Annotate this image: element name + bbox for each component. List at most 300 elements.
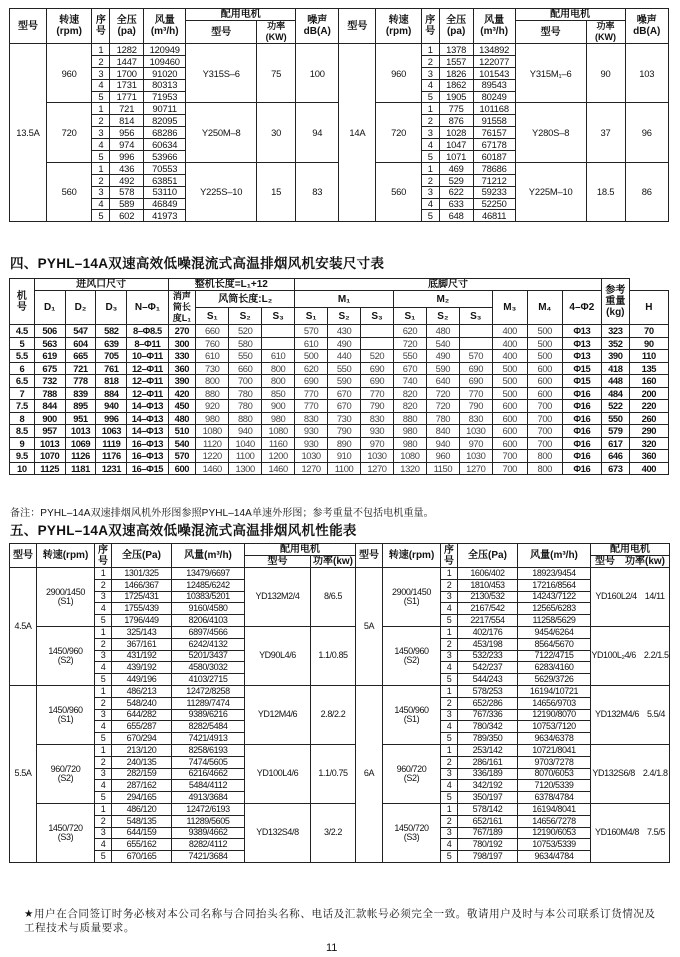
table-cell: 4 <box>92 139 110 151</box>
table-cell: 790 <box>459 400 492 413</box>
table-cell: 974 <box>110 139 144 151</box>
table-cell: 830 <box>361 412 394 425</box>
table-cell: 580 <box>229 337 262 350</box>
table-cell: 604 <box>65 337 96 350</box>
table-cell: 2 <box>441 697 458 709</box>
table-cell: 1030 <box>459 450 492 463</box>
table-cell: 1270 <box>361 462 394 475</box>
table-cell: 5 <box>92 151 110 163</box>
table-cell: 788 <box>34 387 65 400</box>
table-cell: 830 <box>459 412 492 425</box>
table-cell: 290 <box>629 425 668 438</box>
table-cell: 700 <box>492 462 527 475</box>
table-row <box>10 685 670 697</box>
model-cell: 5.5A <box>10 685 37 862</box>
table-cell: 910 <box>328 450 361 463</box>
table-cell: 930 <box>295 425 328 438</box>
table-cell: 940 <box>96 400 127 413</box>
header-no: 序 号 <box>421 9 439 44</box>
table-cell: 602 <box>110 210 144 222</box>
table-cell: 7.5 <box>10 400 35 413</box>
power-cell: 1.1/0.85 <box>311 626 356 685</box>
table-cell: 1 <box>421 162 439 174</box>
table-cell: 1755/439 <box>112 603 172 615</box>
table-cell: 91020 <box>144 67 186 79</box>
power-cell: 7.5/5 <box>646 827 665 838</box>
table-cell: 440 <box>328 350 361 363</box>
table-cell: 1796/449 <box>112 615 172 627</box>
table-cell: 660 <box>229 362 262 375</box>
table-cell: 780 <box>229 400 262 413</box>
table-cell: 780 <box>229 387 262 400</box>
table-cell: 10753/7120 <box>518 721 591 733</box>
model-cell: 14A <box>339 44 376 222</box>
table-cell: 652/286 <box>458 697 518 709</box>
table-cell: 12–Φ11 <box>127 387 168 400</box>
table-cell: 1460 <box>196 462 229 475</box>
table-cell: 449/196 <box>112 674 172 686</box>
table-cell: 619 <box>34 350 65 363</box>
table-cell: 448 <box>601 375 629 388</box>
table-row <box>10 803 670 815</box>
table-cell: 490 <box>426 350 459 363</box>
table-cell: 2 <box>92 115 110 127</box>
motor-model-cell: YD100L₂4/6 <box>591 650 636 661</box>
table-cell: 850 <box>262 387 295 400</box>
model-cell: 4.5A <box>10 568 37 686</box>
motor-model-cell: YD160M4/8 <box>595 827 639 838</box>
table-cell: 700 <box>492 450 527 463</box>
table-cell: 780 <box>426 412 459 425</box>
table-cell: 652/161 <box>458 815 518 827</box>
table-cell: 895 <box>65 400 96 413</box>
table-cell: 12472/6193 <box>172 803 245 815</box>
power-cell: 2.4/1.8 <box>642 768 668 779</box>
table-cell: 761 <box>96 362 127 375</box>
header-s2: S₂ <box>229 308 262 325</box>
table-cell: 9634/6378 <box>518 733 591 745</box>
table-cell: 270 <box>168 325 196 338</box>
table-cell: 550 <box>601 412 629 425</box>
table-cell: 4 <box>441 662 458 674</box>
table-cell: 9454/6264 <box>518 626 591 638</box>
table-cell: 2 <box>441 579 458 591</box>
table-cell: 10–Φ11 <box>127 350 168 363</box>
table-cell: 46849 <box>144 198 186 210</box>
table-cell: 8206/4103 <box>172 615 245 627</box>
table-row <box>10 412 669 425</box>
header-m3: M₃ <box>492 291 527 325</box>
motor-model-cell: Y315S–6 <box>186 44 257 103</box>
table-row <box>10 626 670 638</box>
table-cell: 14–Φ13 <box>127 400 168 413</box>
table-cell: 1120 <box>196 437 229 450</box>
table-cell: 1 <box>95 685 112 697</box>
table-cell: 1125 <box>34 462 65 475</box>
table-cell: 622 <box>439 186 473 198</box>
table-cell: 880 <box>229 412 262 425</box>
table-cell: 5 <box>95 674 112 686</box>
table-cell: 4913/3684 <box>172 792 245 804</box>
table-cell: 570 <box>295 325 328 338</box>
table-cell: 673 <box>601 462 629 475</box>
table-cell: 7421/3684 <box>172 851 245 863</box>
table-cell: 8282/4112 <box>172 839 245 851</box>
table-cell: 880 <box>196 387 229 400</box>
table-cell: 800 <box>262 375 295 388</box>
table-cell: 780/192 <box>458 839 518 851</box>
table-cell: 4 <box>95 721 112 733</box>
table-cell: 4 <box>441 603 458 615</box>
table-cell: 790 <box>328 425 361 438</box>
header-m4: M₄ <box>527 291 562 325</box>
table-cell: 360 <box>168 362 196 375</box>
table-cell: 1460 <box>262 462 295 475</box>
table-cell: 700 <box>527 412 562 425</box>
table-cell: 1 <box>441 626 458 638</box>
table-cell <box>262 325 295 338</box>
table-cell: 940 <box>229 425 262 438</box>
table-cell: Φ16 <box>562 462 601 475</box>
table-cell: 548/135 <box>112 815 172 827</box>
table-cell: 767/189 <box>458 827 518 839</box>
header-flow: 风量 (m³/h) <box>144 9 186 44</box>
table-row <box>10 400 669 413</box>
table-cell: 2 <box>441 756 458 768</box>
header-flow: 风量(m³/h) <box>518 544 591 568</box>
table-cell: 500 <box>527 337 562 350</box>
table-cell: 4 <box>421 79 439 91</box>
table-cell: 1220 <box>196 450 229 463</box>
table-cell: 3 <box>92 127 110 139</box>
table-cell: 213/120 <box>112 744 172 756</box>
header-d2: D₂ <box>65 291 96 325</box>
table-cell: 5 <box>95 615 112 627</box>
table-cell: 6 <box>10 362 35 375</box>
speed-cell: 1450/960 (S2) <box>37 626 95 685</box>
table-cell: 1300 <box>229 462 262 475</box>
header-d3: D₃ <box>96 291 127 325</box>
table-cell: 1070 <box>34 450 65 463</box>
speed-cell: 1450/720 (S3) <box>383 803 441 862</box>
header-holes: N–Φ₁ <box>127 291 168 325</box>
table-row <box>10 544 670 556</box>
table-cell: 960 <box>426 450 459 463</box>
header-s1: S₁ <box>393 308 426 325</box>
table-cell: 800 <box>196 375 229 388</box>
table-cell: 818 <box>96 375 127 388</box>
table-cell: 620 <box>393 325 426 338</box>
table-cell: 101168 <box>473 103 515 115</box>
table-cell: 3 <box>421 186 439 198</box>
header-no: 序 号 <box>95 544 112 568</box>
table-cell: 690 <box>361 375 394 388</box>
table-cell: 71953 <box>144 91 186 103</box>
table-cell: 2 <box>95 815 112 827</box>
table-cell: 500 <box>295 350 328 363</box>
table-cell: 3 <box>441 709 458 721</box>
table-cell: 7 <box>10 387 35 400</box>
noise-cell: 86 <box>625 162 668 221</box>
table-cell: 4 <box>95 603 112 615</box>
header-motor-model: 型号 <box>515 21 586 44</box>
table-cell: 16194/10721 <box>518 685 591 697</box>
header-s3: S₃ <box>361 308 394 325</box>
table-cell: 1 <box>95 803 112 815</box>
header-power: 功率(kw) <box>625 556 665 567</box>
table-cell: 300 <box>168 337 196 350</box>
table-cell: 4 <box>441 721 458 733</box>
power-cell: 1.1/0.75 <box>311 744 356 803</box>
table-cell: 1126 <box>65 450 96 463</box>
table-cell: 5201/3437 <box>172 650 245 662</box>
table-cell: 500 <box>492 387 527 400</box>
power-cell: 8/6.5 <box>311 568 356 627</box>
motor-model-cell: Y225S–10 <box>186 162 257 221</box>
table-cell: 770 <box>361 387 394 400</box>
table-cell: 400 <box>492 350 527 363</box>
noise-cell: 103 <box>625 44 668 103</box>
table-cell: 700 <box>527 437 562 450</box>
motor-model-cell: YD100L4/6 <box>245 744 311 803</box>
table-cell: 110 <box>629 350 668 363</box>
table-cell: 670 <box>328 400 361 413</box>
table-cell: 640 <box>426 375 459 388</box>
table-cell: 71212 <box>473 174 515 186</box>
power-cell: 15 <box>257 162 296 221</box>
header-weight: 参考 重量 (kg) <box>601 279 629 325</box>
speed-cell: 1450/960 (S1) <box>383 685 441 744</box>
table-cell: 660 <box>196 325 229 338</box>
page-number: 11 <box>326 942 338 954</box>
table-cell: 1 <box>92 44 110 56</box>
table-cell: 8 <box>10 412 35 425</box>
table-cell: 3 <box>441 827 458 839</box>
table-cell: 352 <box>601 337 629 350</box>
table-cell: 1557 <box>439 55 473 67</box>
table-cell: 1447 <box>110 55 144 67</box>
table-cell: 648 <box>439 210 473 222</box>
table-cell: 253/142 <box>458 744 518 756</box>
table-cell: 6283/4160 <box>518 662 591 674</box>
header-noise: 噪声 dB(A) <box>296 9 339 44</box>
table-row <box>10 744 670 756</box>
table-cell: 439/192 <box>112 662 172 674</box>
table-cell: 876 <box>439 115 473 127</box>
table-cell: 600 <box>527 387 562 400</box>
table-cell: 5 <box>441 733 458 745</box>
table-cell: 12565/6283 <box>518 603 591 615</box>
speed-cell: 2900/1450 (S1) <box>37 568 95 627</box>
table-cell: 4 <box>441 839 458 851</box>
table-cell: 980 <box>196 412 229 425</box>
table-cell: 2 <box>421 55 439 67</box>
header-s2: S₂ <box>426 308 459 325</box>
table-cell: Φ13 <box>562 337 601 350</box>
table-cell: 970 <box>459 437 492 450</box>
table-cell: 610 <box>196 350 229 363</box>
table-cell: 690 <box>295 375 328 388</box>
table-cell <box>361 337 394 350</box>
table-cell: 6.5 <box>10 375 35 388</box>
table-cell: 3 <box>95 709 112 721</box>
table-cell: 1080 <box>262 425 295 438</box>
speed-cell: 960 <box>376 44 421 103</box>
table-cell: 1 <box>441 803 458 815</box>
table-cell: 780/342 <box>458 721 518 733</box>
table-cell <box>361 325 394 338</box>
header-no: 序 号 <box>441 544 458 568</box>
table-cell: 520 <box>229 325 262 338</box>
header-muffler-len: 消声 筒长 度L₁ <box>168 291 196 325</box>
table-cell: 800 <box>527 450 562 463</box>
table-cell: 1270 <box>295 462 328 475</box>
header-model: 型号 <box>356 544 383 568</box>
table-cell: 705 <box>96 350 127 363</box>
table-cell: 367/161 <box>112 638 172 650</box>
table-cell: 480 <box>168 412 196 425</box>
table-row <box>10 362 669 375</box>
header-s1: S₁ <box>196 308 229 325</box>
power-cell: 30 <box>257 103 296 162</box>
speed-cell: 560 <box>46 162 91 221</box>
table-cell: 5 <box>441 615 458 627</box>
table-cell: 500 <box>492 362 527 375</box>
table-cell: 529 <box>439 174 473 186</box>
table-cell: 956 <box>110 127 144 139</box>
table-cell: 89543 <box>473 79 515 91</box>
table-cell: 1028 <box>439 127 473 139</box>
table-cell: 9389/4662 <box>172 827 245 839</box>
table-cell: 740 <box>393 375 426 388</box>
table-cell: 390 <box>168 375 196 388</box>
table-cell: 617 <box>601 437 629 450</box>
table-cell: 920 <box>196 400 229 413</box>
table-cell: 287/162 <box>112 780 172 792</box>
table-cell: Φ15 <box>562 375 601 388</box>
table-cell: 14–Φ13 <box>127 425 168 438</box>
model-cell: 6A <box>356 685 383 862</box>
table-cell: 480 <box>426 325 459 338</box>
table-row <box>10 375 669 388</box>
motor-power-cell <box>591 626 670 685</box>
table-cell: 840 <box>426 425 459 438</box>
power-cell: 3/2.2 <box>311 803 356 862</box>
table-cell: 1063 <box>96 425 127 438</box>
table-cell: 1 <box>441 685 458 697</box>
table-cell: 240/135 <box>112 756 172 768</box>
table-cell: 18923/9454 <box>518 568 591 580</box>
table-cell: 1 <box>421 44 439 56</box>
power-cell: 18.5 <box>586 162 625 221</box>
table-cell: 730 <box>196 362 229 375</box>
table-cell: 4 <box>441 780 458 792</box>
table-cell: 789/350 <box>458 733 518 745</box>
table-cell: 12–Φ11 <box>127 362 168 375</box>
table-cell: Φ16 <box>562 450 601 463</box>
table-cell: 101543 <box>473 67 515 79</box>
motor-model-cell: YD90L4/6 <box>245 626 311 685</box>
table-cell: 550 <box>328 362 361 375</box>
table-cell: 570 <box>459 350 492 363</box>
table-cell: 490 <box>328 337 361 350</box>
table-cell: 10753/5339 <box>518 839 591 851</box>
table-cell: 282/159 <box>112 768 172 780</box>
table-cell: 5 <box>92 210 110 222</box>
table-cell: 2 <box>92 174 110 186</box>
table-cell: 1150 <box>426 462 459 475</box>
table-cell: 1270 <box>459 462 492 475</box>
table-cell: 670/165 <box>112 851 172 863</box>
header-motor-model: 型号 <box>245 556 311 568</box>
table-cell: 1301/325 <box>112 568 172 580</box>
dual-speed-performance-table <box>9 543 670 863</box>
table-cell: 82095 <box>144 115 186 127</box>
table-row <box>10 387 669 400</box>
table-cell: 930 <box>361 425 394 438</box>
table-cell: 60187 <box>473 151 515 163</box>
table-cell: 563 <box>34 337 65 350</box>
table-cell: 544/243 <box>458 674 518 686</box>
table-cell: 578/253 <box>458 685 518 697</box>
table-cell: 644/282 <box>112 709 172 721</box>
table-cell: 486/213 <box>112 685 172 697</box>
table-cell: 4 <box>95 839 112 851</box>
table-cell: 160 <box>629 375 668 388</box>
table-cell: 600 <box>168 462 196 475</box>
speed-cell: 560 <box>376 162 421 221</box>
table-cell: 1069 <box>65 437 96 450</box>
table-cell: 11258/5629 <box>518 615 591 627</box>
table-cell: 1731 <box>110 79 144 91</box>
table-cell: 53110 <box>144 186 186 198</box>
table-cell: 70553 <box>144 162 186 174</box>
table-cell: 1466/367 <box>112 579 172 591</box>
header-phi2: 4–Φ2 <box>562 291 601 325</box>
table-cell: 940 <box>426 437 459 450</box>
table-cell: 80313 <box>144 79 186 91</box>
table-cell: 510 <box>168 425 196 438</box>
table-cell: 220 <box>629 400 668 413</box>
table-cell: 5484/4112 <box>172 780 245 792</box>
table-cell: Φ13 <box>562 325 601 338</box>
speed-cell: 960 <box>46 44 91 103</box>
table-cell: 980 <box>393 437 426 450</box>
header-s3: S₃ <box>459 308 492 325</box>
table-cell: 3 <box>441 768 458 780</box>
table-cell <box>459 325 492 338</box>
noise-cell: 94 <box>296 103 339 162</box>
table-cell: 486/120 <box>112 803 172 815</box>
table-cell: 3 <box>421 127 439 139</box>
table-cell: 430 <box>328 325 361 338</box>
table-cell: 600 <box>492 412 527 425</box>
table-cell: 760 <box>196 337 229 350</box>
table-cell: 1 <box>95 744 112 756</box>
model-cell: 5A <box>356 568 383 686</box>
table-cell: 500 <box>527 350 562 363</box>
table-cell: 3 <box>92 186 110 198</box>
table-cell: 5 <box>10 337 35 350</box>
table-cell: Φ16 <box>562 387 601 400</box>
table-cell: 336/189 <box>458 768 518 780</box>
header-motor: 配用电机 <box>186 9 296 21</box>
header-speed: 转速(rpm) <box>37 544 95 568</box>
table-cell: 770 <box>295 400 328 413</box>
table-cell: 690 <box>459 362 492 375</box>
table-cell: 2 <box>441 815 458 827</box>
table-cell: 578/142 <box>458 803 518 815</box>
